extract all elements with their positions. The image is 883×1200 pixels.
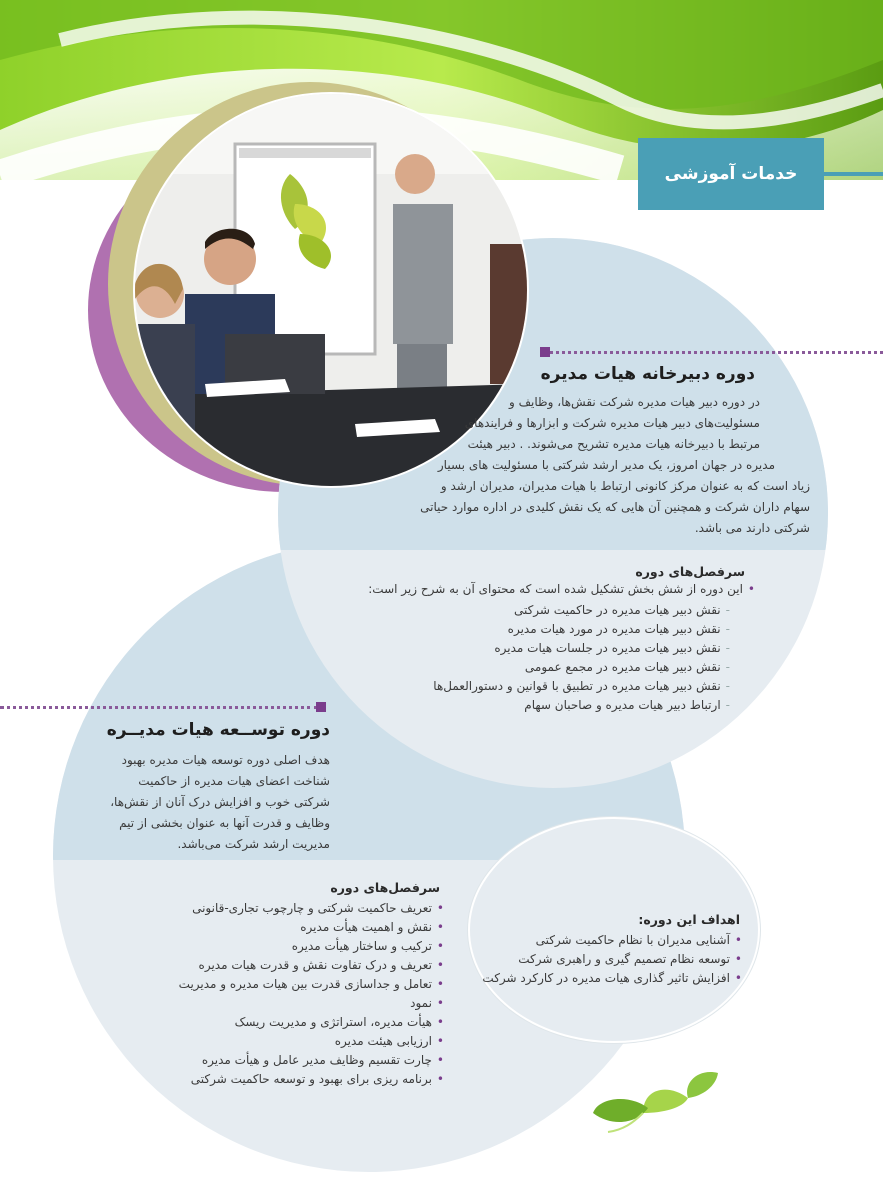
list-item — [380, 696, 730, 715]
bullet-icon: • — [436, 1015, 444, 1029]
bullet-icon: • — [436, 958, 444, 972]
list-item — [160, 1013, 444, 1032]
list-item-text: برنامه ریزی برای بهبود و توسعه حاکمیت شرکتی — [190, 1072, 432, 1086]
list-item — [160, 956, 444, 975]
list-item-text: نقش دبیر هیات مدیره در تطبیق با قوانین و دستورالعمل‌ها — [433, 679, 721, 693]
section2-paragraph — [100, 750, 330, 855]
section-header-tag — [638, 138, 824, 210]
bullet-icon: • — [436, 1053, 444, 1067]
list-item — [160, 975, 444, 994]
page-title: خدمات آموزشی — [664, 164, 798, 184]
list-item — [380, 677, 730, 696]
list-item-text: چارت تقسیم وظایف مدیر عامل و هیأت مدیره — [201, 1053, 432, 1067]
list-item — [160, 1070, 444, 1089]
section1-title: دوره دبیرخانه هیات مدیره — [540, 364, 755, 384]
list-item-text: افزایش تاثیر گذاری هیات مدیره در کارکرد شرکت — [482, 971, 730, 985]
list-item — [160, 1051, 444, 1070]
dash-icon: - — [725, 641, 730, 655]
section1-syllabus-title: سرفصل‌های دوره — [635, 564, 745, 579]
section1-syllabus-intro: این دوره از شش بخش تشکیل شده است که محتوای آن به شرح زیر است: — [368, 582, 743, 596]
list-item-text: ارزیابی هیئت مدیره — [334, 1034, 432, 1048]
list-item-text: تعریف حاکمیت شرکتی و چارچوب تجاری-قانونی — [192, 901, 432, 915]
section1-paragraph-line: مرتبط با دبیرخانه هیات مدیره تشریح می‌شوند. . دبیر هیئت — [467, 437, 760, 451]
bullet-icon: • — [734, 952, 742, 966]
section2-paragraph-line: شرکتی خوب و افزایش درک آنان از نقش‌ها، — [110, 795, 330, 809]
list-item-text: نقش و اهمیت هیأت مدیره — [300, 920, 432, 934]
dash-icon: - — [725, 679, 730, 693]
section1-paragraph-line: شرکتی دارند می باشد. — [694, 521, 810, 535]
list-item-text: ارتباط دبیر هیات مدیره و صاحبان سهام — [524, 698, 721, 712]
bullet-icon: • — [734, 971, 742, 985]
dash-icon: - — [725, 603, 730, 617]
list-item-text: نقش دبیر هیات مدیره در مجمع عمومی — [524, 660, 721, 674]
list-item — [160, 994, 444, 1013]
bullet-icon: • — [436, 996, 444, 1010]
section1-paragraph — [400, 392, 810, 539]
green-leaf-decoration — [588, 1068, 728, 1138]
list-item — [380, 620, 730, 639]
list-item — [380, 639, 730, 658]
section2-paragraph-line: هدف اصلی دوره توسعه هیات مدیره بهبود — [121, 753, 330, 767]
bullet-icon: • — [436, 901, 444, 915]
list-item-text: نقش دبیر هیات مدیره در مورد هیات مدیره — [507, 622, 721, 636]
list-item-text: نمود — [410, 996, 432, 1010]
dash-icon: - — [725, 622, 730, 636]
dash-icon: - — [725, 698, 730, 712]
section2-paragraph-line: شناخت اعضای هیات مدیره از حاکمیت — [138, 774, 330, 788]
list-item-text: نقش دبیر هیات مدیره در حاکمیت شرکتی — [513, 603, 721, 617]
section1-paragraph-line: مدیره در جهان امروز، یک مدیر ارشد شرکتی با مسئولیت های بسیار — [437, 458, 775, 472]
section1-paragraph-line: مسئولیت‌های دبیر هیات مدیره شرکت و ابزارها و فرایندهای — [464, 416, 760, 430]
list-item — [380, 601, 730, 620]
section2-dotted-divider — [0, 706, 318, 709]
header-tag-line — [824, 172, 883, 176]
goals-list — [470, 931, 742, 988]
section2-marker — [316, 702, 326, 712]
list-item — [160, 937, 444, 956]
list-item-text: آشنایی مدیران با نظام حاکمیت شرکتی — [535, 933, 730, 947]
section1-syllabus-list — [380, 601, 730, 715]
bullet-icon: • — [436, 920, 444, 934]
list-item-text: تعریف و درک تفاوت نقش و قدرت هیات مدیره — [198, 958, 432, 972]
list-item — [470, 950, 742, 969]
list-item — [380, 658, 730, 677]
bullet-icon: • — [734, 933, 742, 947]
section1-syllabus-intro-row — [330, 582, 755, 596]
goals-title: اهداف این دوره: — [638, 912, 740, 927]
section2-paragraph-line: مدیریت ارشد شرکت می‌باشد. — [177, 837, 330, 851]
bullet-icon: • — [436, 1034, 444, 1048]
section1-paragraph-line: زیاد است که به عنوان مرکز کانونی ارتباط با هیات مدیران، مدیران ارشد و — [440, 479, 810, 493]
section1-paragraph-line: در دوره دبیر هیات مدیره شرکت نقش‌ها، وظایف و — [509, 395, 760, 409]
section1-marker — [540, 347, 550, 357]
section2-paragraph-line: وظایف و قدرت آنها به عنوان بخشی از تیم — [119, 816, 330, 830]
list-item — [160, 918, 444, 937]
goals-circle — [468, 817, 760, 1043]
list-item — [160, 1032, 444, 1051]
bullet-icon: • — [436, 939, 444, 953]
section2-syllabus-title: سرفصل‌های دوره — [330, 880, 440, 895]
list-item — [470, 931, 742, 950]
list-item-text: ترکیب و ساختار هیأت مدیره — [291, 939, 432, 953]
list-item — [160, 899, 444, 918]
bullet-icon: • — [747, 582, 755, 596]
bullet-icon: • — [436, 1072, 444, 1086]
list-item — [470, 969, 742, 988]
list-item-text: توسعه نظام تصمیم گیری و راهبری شرکت — [518, 952, 730, 966]
section2-title: دوره توســعه هیات مدیــره — [106, 720, 330, 740]
list-item-text: تعامل و جداسازی قدرت بین هیات مدیره و مدیریت — [178, 977, 432, 991]
list-item-text: نقش دبیر هیات مدیره در جلسات هیات مدیره — [494, 641, 721, 655]
list-item-text: هیأت مدیره، استراتژی و مدیریت ریسک — [234, 1015, 432, 1029]
dash-icon: - — [725, 660, 730, 674]
section1-paragraph-line: سهام داران شرکت و همچنین آن هایی که یک نقش کلیدی در اداره موارد حیاتی — [420, 500, 810, 514]
section1-dotted-divider — [550, 351, 883, 354]
bullet-icon: • — [436, 977, 444, 991]
section2-syllabus-list — [160, 899, 444, 1089]
